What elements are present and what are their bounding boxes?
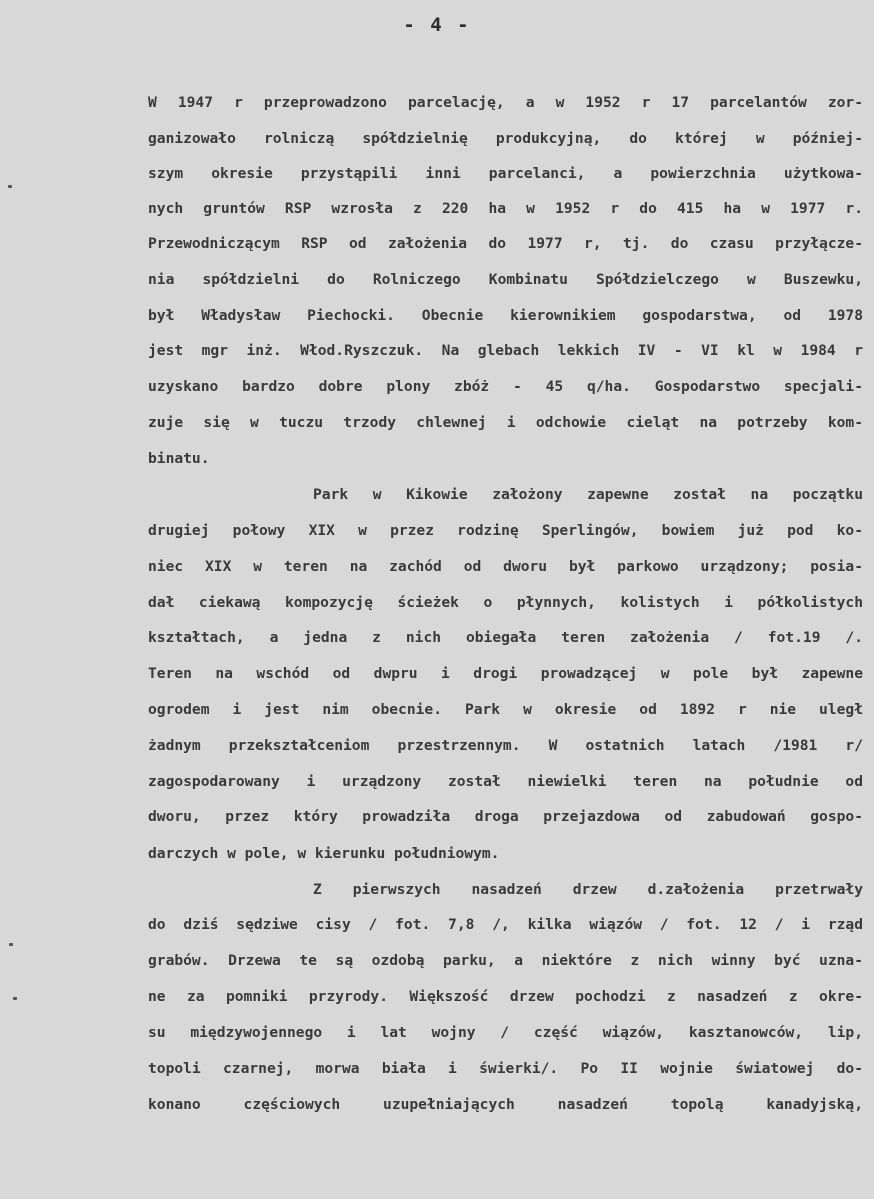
text-line: topoli czarnej, morwa biała i świerki/. Po II wojnie światowej do- bbox=[148, 1060, 863, 1077]
text-line: niec XIX w teren na zachód od dworu był parkowo urządzony; posia- bbox=[148, 558, 863, 575]
text-line: Z pierwszych nasadzeń drzew d.założenia przetrwały bbox=[313, 881, 863, 898]
scan-speck bbox=[13, 997, 17, 1000]
text-line: nych gruntów RSP wzrosła z 220 ha w 1952 r do 415 ha w 1977 r. bbox=[148, 200, 863, 217]
text-line: zuje się w tuczu trzody chlewnej i odchowie cieląt na potrzeby kom- bbox=[148, 414, 863, 431]
text-line: Park w Kikowie założony zapewne został na początku bbox=[313, 486, 863, 503]
text-line: jest mgr inż. Włod.Ryszczuk. Na glebach lekkich IV - VI kl w 1984 r bbox=[148, 342, 863, 359]
scan-speck bbox=[8, 185, 12, 188]
text-line: nia spółdzielni do Rolniczego Kombinatu Spółdzielczego w Buszewku, bbox=[148, 271, 863, 288]
text-line: grabów. Drzewa te są ozdobą parku, a niektóre z nich winny być uzna- bbox=[148, 952, 863, 969]
text-line: zagospodarowany i urządzony został niewielki teren na południe od bbox=[148, 773, 863, 790]
text-line: binatu. bbox=[148, 450, 210, 467]
text-line: był Władysław Piechocki. Obecnie kierownikiem gospodarstwa, od 1978 bbox=[148, 307, 863, 324]
text-line: darczych w pole, w kierunku południowym. bbox=[148, 845, 500, 862]
text-line: su międzywojennego i lat wojny / część wiązów, kasztanowców, lip, bbox=[148, 1024, 863, 1041]
text-line: ogrodem i jest nim obecnie. Park w okresie od 1892 r nie uległ bbox=[148, 701, 863, 718]
text-line: dworu, przez który prowadziła droga przejazdowa od zabudowań gospo- bbox=[148, 808, 863, 825]
page-number: - 4 - bbox=[403, 14, 471, 36]
text-line: dał ciekawą kompozycję ścieżek o płynnych, kolistych i półkolistych bbox=[148, 594, 863, 611]
text-line: żadnym przekształceniom przestrzennym. W ostatnich latach /1981 r/ bbox=[148, 737, 863, 754]
text-line: do dziś sędziwe cisy / fot. 7,8 /, kilka wiązów / fot. 12 / i rząd bbox=[148, 916, 863, 933]
text-line: W 1947 r przeprowadzono parcelację, a w 1952 r 17 parcelantów zor- bbox=[148, 94, 863, 111]
text-line: uzyskano bardzo dobre plony zbóż - 45 q/ha. Gospodarstwo specjali- bbox=[148, 378, 863, 395]
text-line: ganizowało rolniczą spółdzielnię produkcyjną, do której w później- bbox=[148, 130, 863, 147]
text-line: Przewodniczącym RSP od założenia do 1977 r, tj. do czasu przyłącze- bbox=[148, 235, 863, 252]
scan-speck bbox=[9, 943, 13, 946]
text-line: ne za pomniki przyrody. Większość drzew pochodzi z nasadzeń z okre- bbox=[148, 988, 863, 1005]
text-line: kształtach, a jedna z nich obiegała teren założenia / fot.19 /. bbox=[148, 629, 863, 646]
text-line: konano częściowych uzupełniających nasadzeń topolą kanadyjską, bbox=[148, 1096, 863, 1113]
text-line: drugiej połowy XIX w przez rodzinę Sperlingów, bowiem już pod ko- bbox=[148, 522, 863, 539]
text-line: szym okresie przystąpili inni parcelanci, a powierzchnia użytkowa- bbox=[148, 165, 863, 182]
text-line: Teren na wschód od dwpru i drogi prowadzącej w pole był zapewne bbox=[148, 665, 863, 682]
